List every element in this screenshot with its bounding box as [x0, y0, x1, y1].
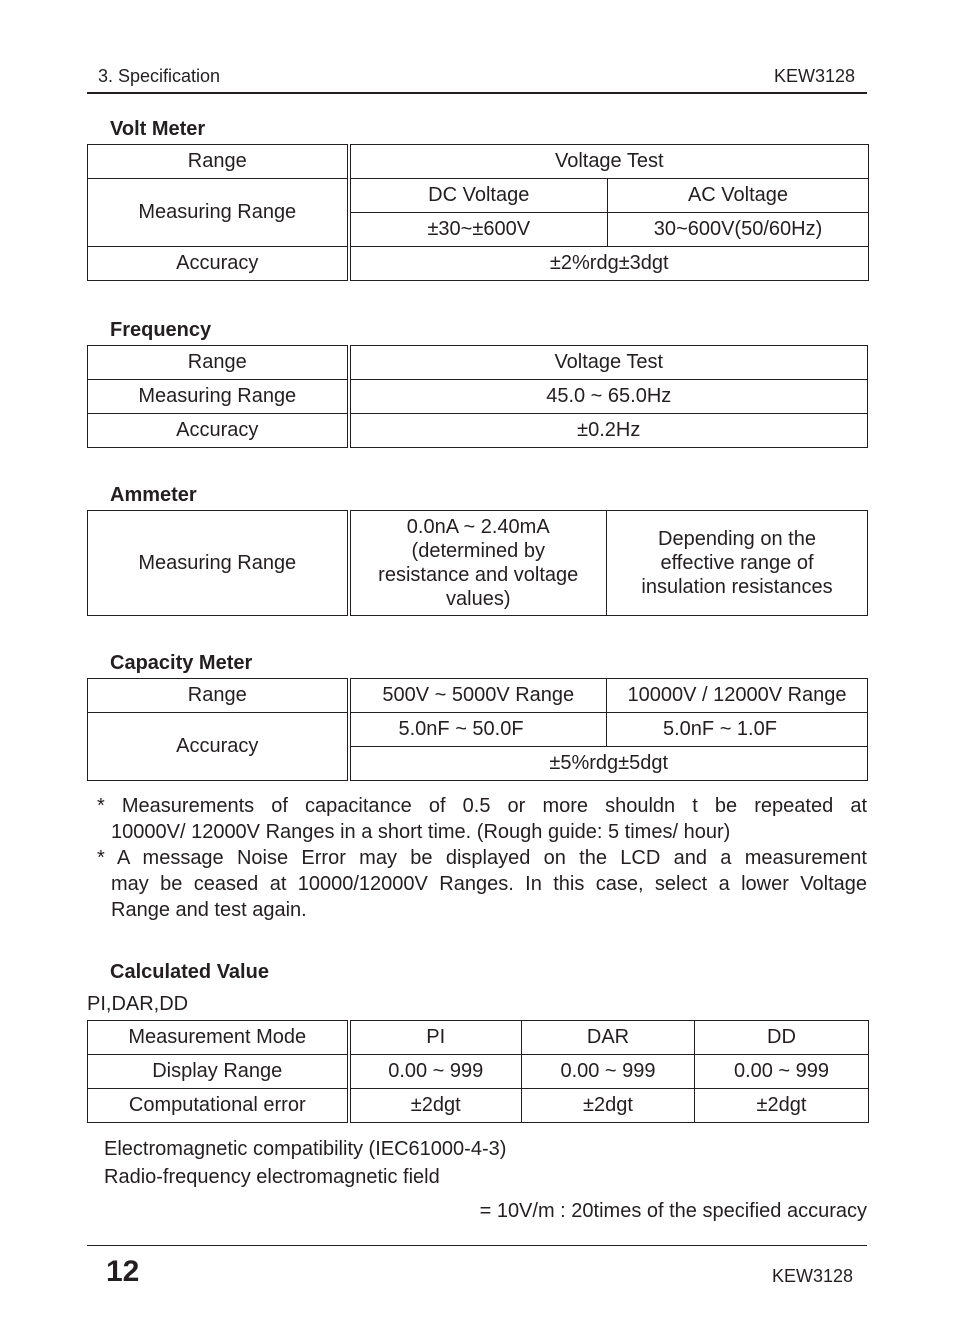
freq-measuring-label: Measuring Range	[88, 380, 349, 414]
cap-accuracy-value: ±5%rdg±5dgt	[349, 747, 868, 781]
ammeter-note-line: Depending on the	[658, 528, 816, 550]
header-section: 3. Specification	[98, 66, 221, 86]
frequency-table	[87, 345, 868, 448]
calc-row-label: Display Range	[88, 1055, 349, 1089]
ammeter-value-line: (determined by	[411, 540, 545, 562]
calc-cell: ±2dgt	[349, 1089, 522, 1123]
calc-cell: ±2dgt	[522, 1089, 695, 1123]
table-row	[88, 1055, 869, 1089]
table-row	[88, 1089, 869, 1123]
frequency-title: Frequency	[110, 319, 212, 341]
volt-range-value: Voltage Test	[349, 145, 869, 179]
freq-range-label: Range	[88, 346, 349, 380]
note-1-line-2: 10000V/ 12000V Ranges in a short time. (Rough guide: 5 times/ hour)	[111, 821, 731, 843]
volt-accuracy-label: Accuracy	[88, 247, 349, 281]
note-2-line-3: Range and test again.	[111, 899, 307, 921]
ammeter-title: Ammeter	[110, 484, 197, 506]
capacity-title: Capacity Meter	[110, 652, 253, 674]
capacity-notes	[97, 793, 867, 923]
volt-dc-label: DC Voltage	[349, 179, 608, 213]
footer-rule	[87, 1245, 867, 1246]
volt-range-label: Range	[88, 145, 349, 179]
calc-cell: ±2dgt	[695, 1089, 869, 1123]
cap-value-a: 5.0nF ~ 50.0F	[349, 713, 607, 747]
ammeter-note-line: insulation resistances	[641, 576, 833, 598]
volt-accuracy-value: ±2%rdg±3dgt	[349, 247, 869, 281]
ammeter-note-line: effective range of	[660, 552, 814, 574]
calc-cell: 0.00 ~ 999	[695, 1055, 869, 1089]
volt-meter-title: Volt Meter	[110, 118, 206, 140]
ammeter-value-line: values)	[446, 588, 511, 610]
calc-header-pi: PI	[349, 1021, 522, 1055]
calculated-table	[87, 1020, 869, 1123]
calculated-title: Calculated Value	[110, 961, 269, 983]
calc-row-label: Computational error	[88, 1089, 349, 1123]
page-number: 12	[106, 1255, 140, 1288]
emc-line-2: Radio-frequency electromagnetic field	[104, 1166, 440, 1188]
calc-cell: 0.00 ~ 999	[522, 1055, 695, 1089]
emc-line-1: Electromagnetic compatibility (IEC61000-4-3)	[104, 1138, 507, 1160]
freq-range-value: Voltage Test	[349, 346, 868, 380]
calculated-subtitle: PI,DAR,DD	[87, 993, 189, 1015]
freq-measuring-value: 45.0 ~ 65.0Hz	[349, 380, 868, 414]
note-2-line-1: * A message Noise Error may be displayed on the LCD and a measurement	[97, 847, 867, 869]
volt-ac-label: AC Voltage	[608, 179, 869, 213]
cap-range-a: 500V ~ 5000V Range	[349, 679, 607, 713]
capacity-table	[87, 678, 868, 781]
ammeter-measuring-value	[349, 511, 607, 616]
cap-range-b: 10000V / 12000V Range	[607, 679, 868, 713]
freq-accuracy-label: Accuracy	[88, 414, 349, 448]
emc-line-3: = 10V/m : 20times of the specified accuracy	[479, 1200, 867, 1222]
cap-range-label: Range	[88, 679, 349, 713]
ammeter-value-line: resistance and voltage	[378, 564, 579, 586]
footer-model: KEW3128	[771, 1266, 853, 1286]
calc-header-mode: Measurement Mode	[88, 1021, 349, 1055]
volt-dc-value: ±30~±600V	[349, 213, 608, 247]
freq-accuracy-value: ±0.2Hz	[349, 414, 868, 448]
ammeter-note	[607, 511, 868, 616]
note-1-line-1: * Measurements of capacitance of 0.5 or more shouldn t be repeated at	[97, 795, 867, 817]
volt-ac-value: 30~600V(50/60Hz)	[608, 213, 869, 247]
note-2-line-2: may be ceased at 10000/12000V Ranges. In this case, select a lower Voltage	[111, 873, 867, 895]
volt-measuring-label: Measuring Range	[88, 179, 349, 247]
ammeter-table	[87, 510, 868, 616]
header-model: KEW3128	[773, 66, 855, 86]
calc-header-dar: DAR	[522, 1021, 695, 1055]
cap-accuracy-label: Accuracy	[88, 713, 349, 781]
calc-header-dd: DD	[695, 1021, 869, 1055]
ammeter-value-line: 0.0nA ~ 2.40mA	[406, 516, 550, 538]
ammeter-measuring-label: Measuring Range	[88, 511, 349, 616]
calc-cell: 0.00 ~ 999	[349, 1055, 522, 1089]
cap-value-b: 5.0nF ~ 1.0F	[607, 713, 868, 747]
volt-meter-table	[87, 144, 869, 281]
header-rule	[87, 92, 867, 94]
